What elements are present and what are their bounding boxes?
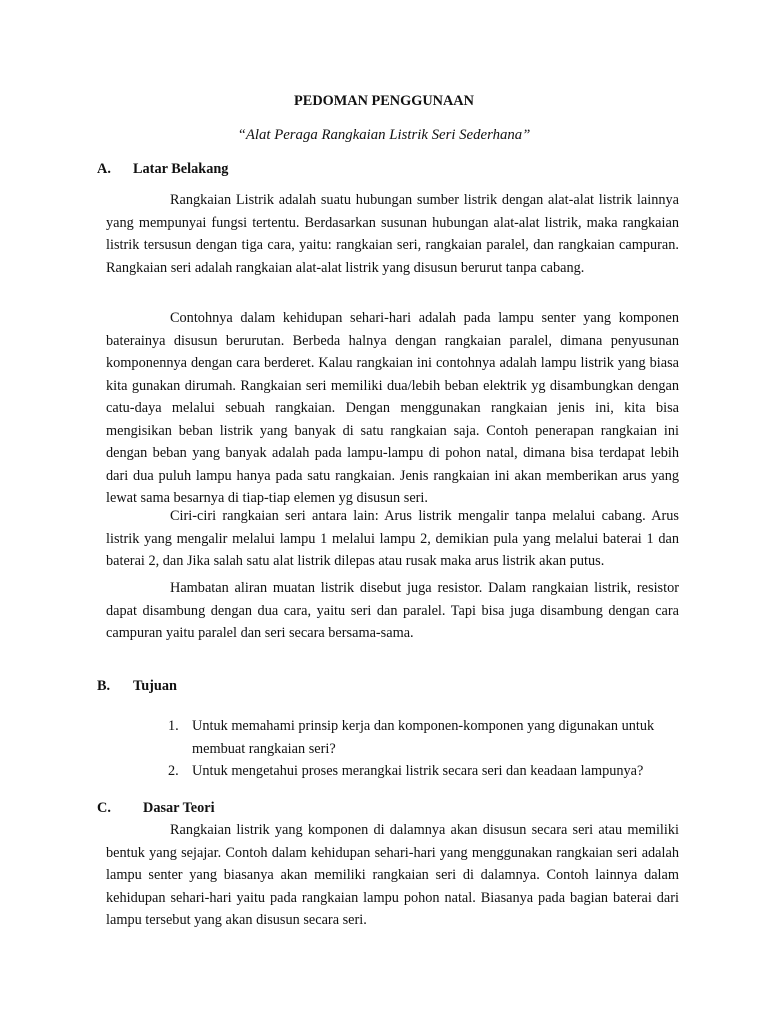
document-title: PEDOMAN PENGGUNAAN: [294, 93, 474, 109]
section-a-paragraph-2: [106, 307, 679, 510]
list-item-text: Untuk mengetahui proses merangkai listrik secara seri dan keadaan lampunya?: [192, 763, 644, 779]
section-a-heading: [97, 158, 228, 181]
paragraph-text: Rangkaian Listrik adalah suatu hubungan sumber listrik dengan alat-alat listrik lainnya yang mempunyai fungsi tertentu. Berdasarkan susunan hubungan alat-alat listrik, maka rangkaian listrik tersusun dengan tiga cara, yaitu: rangkaian seri, rangkaian paralel, dan rangkaian campuran. Rangkaian seri adalah rangkaian alat-alat listrik yang disusun berurut tanpa cabang.: [106, 192, 679, 276]
section-b-letter: B.: [97, 678, 111, 694]
paragraph-text: Ciri-ciri rangkaian seri antara lain: Arus listrik mengalir tanpa melalui cabang. Arus listrik yang mengalir melalui lampu 1 melalui lampu 2, demikian pula yang melalui baterai 1 dan baterai 2, dan Jika salah satu alat listrik dilepas atau rusak maka arus listrik akan putus.: [106, 508, 679, 569]
section-c-title: Dasar Teori: [143, 800, 215, 816]
section-a-title: Latar Belakang: [133, 161, 229, 177]
list-item-text: Untuk memahami prinsip kerja dan komponen-komponen yang digunakan untuk membuat rangkaian seri?: [192, 718, 655, 757]
document-subtitle: “Alat Peraga Rangkaian Listrik Seri Sederhana”: [237, 127, 531, 143]
section-c-heading: [97, 797, 215, 820]
section-a-paragraph-3: [106, 505, 679, 573]
section-c-paragraph-1: [106, 819, 679, 932]
list-item: [168, 715, 678, 760]
goals-list: [168, 715, 678, 783]
section-a-paragraph-4: [106, 577, 679, 645]
list-item: [168, 760, 678, 783]
paragraph-text: Contohnya dalam kehidupan sehari-hari adalah pada lampu senter yang komponen baterainya disusun berurutan. Berbeda halnya dengan rangkaian paralel, dimana penyusunan komponennya dengan cara berderet. Kalau rangkaian ini contohnya adalah lampu listrik yang biasa kita gunakan dirumah. Rangkaian seri memiliki dua/lebih beban elektrik yg disambungkan dengan catu-daya melalui sebuah rangkaian. Dengan menggunakan rangkaian jenis ini, kita bisa mengisikan beban listrik yang banyak di satu rangkaian saja. Contoh penerapan rangkaian ini dengan beban yang banyak adalah pada lampu-lampu di pohon natal, dimana bisa terdapat lebih dari dua puluh lampu hanya pada satu rangkaian. Jenis rangkaian ini akan memberikan arus yang lewat sama besarnya di tiap-tiap elemen yg disusun seri.: [106, 310, 679, 506]
paragraph-text: Hambatan aliran muatan listrik disebut juga resistor. Dalam rangkaian listrik, resistor dapat disambung dengan dua cara, yaitu seri dan paralel. Tapi bisa juga disambung dengan cara campuran yaitu paralel dan seri secara bersama-sama.: [106, 580, 679, 641]
section-a-letter: A.: [97, 161, 111, 177]
list-item-number: 2.: [168, 763, 179, 779]
paragraph-text: Rangkaian listrik yang komponen di dalamnya akan disusun secara seri atau memiliki bentuk yang sejajar. Contoh dalam kehidupan sehari-hari yang menggunakan rangkaian seri adalah lampu senter yang biasanya akan memiliki rangkaian seri di dalamnya. Contoh lainnya dalam kehidupan sehari-hari yaitu pada rangkaian lampu pohon natal. Biasanya pada bagian baterai dari lampu tersebut yang akan disusun secara seri.: [106, 822, 679, 928]
section-b-heading: [97, 675, 177, 698]
list-item-number: 1.: [168, 718, 179, 734]
section-c-letter: C.: [97, 800, 111, 816]
section-a-paragraph-1: [106, 189, 679, 279]
section-b-title: Tujuan: [133, 678, 177, 694]
